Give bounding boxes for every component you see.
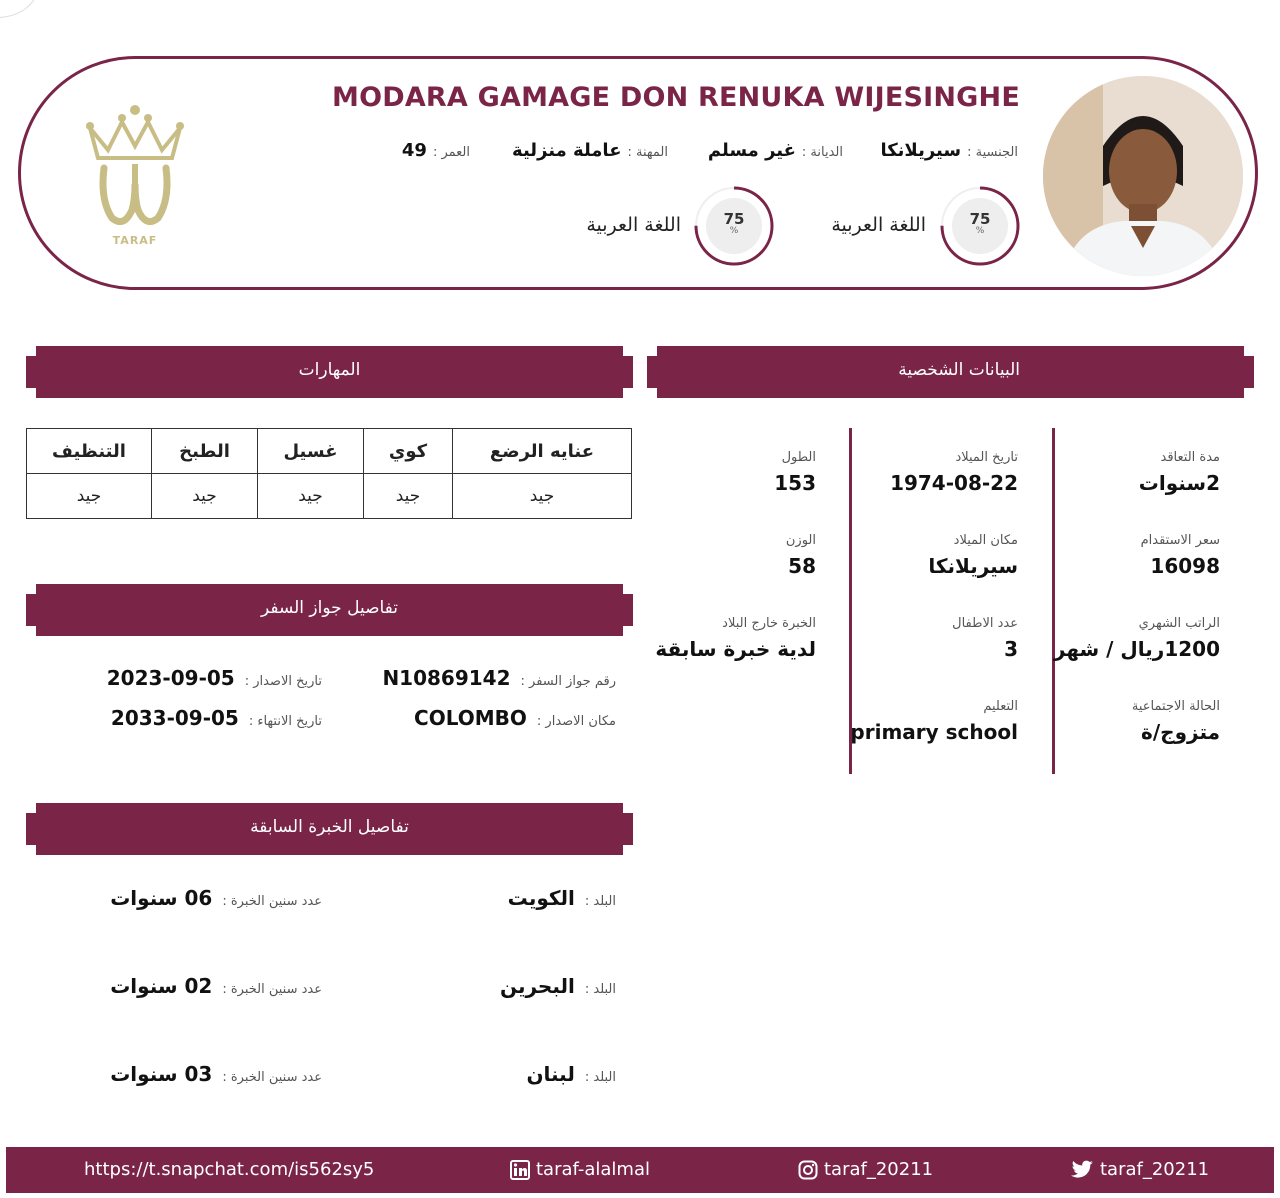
issue-place-value: COLOMBO [414,706,527,730]
gauge-unit: % [975,226,985,236]
instagram-link[interactable] [798,1159,933,1180]
education-field [850,699,1018,744]
experience-years-3 [110,1062,322,1086]
passport-number-value: N10869142 [382,666,511,690]
abroad-field [655,616,816,661]
gauge-unit: % [729,226,739,236]
price-label: سعر الاستقدام [1140,533,1220,548]
skill-value: جيد [364,474,453,519]
height-value: 153 [774,471,816,495]
marital-label: الحالة الاجتماعية [1131,699,1220,714]
religion-value: غير مسلم [707,140,796,161]
marital-field [1132,699,1220,744]
children-label: عدد الاطفال [952,616,1018,631]
experience-years-2 [110,974,322,998]
years-label: عدد سنين الخبرة : [222,1070,322,1085]
twitter-icon [1070,1160,1094,1180]
experience-country-3 [526,1062,616,1086]
religion-info [708,140,843,164]
education-value: primary school [850,720,1018,744]
footer-bar [6,1147,1274,1193]
religion-label: الديانة : [801,145,843,160]
years-value: 06 سنوات [110,886,213,910]
experience-section-ribbon [26,803,633,855]
skill-header: الطبخ [152,429,258,474]
skill-header: كوي [364,429,453,474]
salary-value: 1200ريال / شهر [1053,637,1220,661]
country-label: البلد : [584,982,616,997]
issue-place-label: مكان الاصدار : [536,714,616,729]
issue-date-label: تاريخ الاصدار : [244,674,322,689]
years-label: عدد سنين الخبرة : [222,894,322,909]
gauge-center [706,198,762,254]
instagram-icon [798,1160,818,1180]
salary-label: الراتب الشهري [1138,616,1220,631]
twitter-link[interactable] [1070,1159,1209,1180]
years-value: 02 سنوات [110,974,213,998]
skill-value: جيد [453,474,632,519]
passport-number-pair [382,666,616,690]
instagram-handle[interactable]: taraf_20211 [824,1159,934,1180]
experience-section-title: تفاصيل الخبرة السابقة [250,817,409,837]
personal-section-ribbon [647,346,1254,398]
years-value: 03 سنوات [110,1062,213,1086]
taraf-logo [82,100,188,250]
salary-field [1054,616,1220,661]
skill-header: غسيل [258,429,364,474]
issue-place-pair [414,706,616,730]
children-field [952,616,1018,661]
profession-info [512,140,668,164]
skills-header-row [27,429,632,474]
column-divider [1052,428,1055,774]
worker-name: MODARA GAMAGE DON RENUKA WIJESINGHE [332,82,1020,113]
skills-table [26,428,632,519]
personal-section-title: البيانات الشخصية [898,360,1020,380]
abroad-label: الخبرة خارج البلاد [722,616,816,631]
contract-label: مدة التعاقد [1160,450,1220,465]
price-field [1141,533,1220,578]
skill-value: جيد [152,474,258,519]
price-value: 16098 [1150,554,1220,578]
logo-text: TARAF [112,234,158,247]
education-label: التعليم [983,699,1018,714]
experience-country-2 [500,974,616,998]
skills-values-row [27,474,632,519]
expiry-value: 2033-09-05 [110,706,239,730]
weight-field [786,533,816,578]
snapchat-link[interactable] [84,1159,374,1180]
profile-photo [1043,76,1243,276]
gauge-percent: 75 [969,210,991,228]
expiry-label: تاريخ الانتهاء : [248,714,322,729]
country-value: لبنان [526,1062,575,1086]
weight-value: 58 [788,554,816,578]
language-label-1: اللغة العربية [831,214,926,236]
country-value: البحرين [499,974,575,998]
age-label: العمر : [432,145,470,160]
linkedin-handle[interactable]: taraf-alalmal [536,1159,650,1180]
linkedin-icon [510,1160,530,1180]
snapchat-url[interactable]: https://t.snapchat.com/is562sy5 [84,1159,375,1180]
nationality-value: سيريلانكا [880,140,962,161]
crown-logo-icon [82,100,188,232]
language-label-2: اللغة العربية [586,214,681,236]
height-field [774,450,816,495]
profession-label: المهنة : [627,145,668,160]
contract-field [1139,450,1220,495]
skill-value: جيد [258,474,364,519]
country-label: البلد : [584,1070,616,1085]
birthplace-value: سيريلانكا [928,554,1018,578]
birthdate-label: تاريخ الميلاد [955,450,1018,465]
gauge-percent: 75 [723,210,745,228]
twitter-handle[interactable]: taraf_20211 [1100,1159,1210,1180]
nationality-info [880,140,1018,164]
birthplace-field [928,533,1018,578]
passport-number-label: رقم جواز السفر : [520,674,616,689]
weight-label: الوزن [785,533,816,548]
experience-years-1 [110,886,322,910]
birthdate-field [890,450,1018,495]
marital-value: متزوج/ة [1141,720,1220,744]
gauge-center [952,198,1008,254]
abroad-value: لدية خبرة سابقة [655,637,816,661]
linkedin-link[interactable] [510,1159,650,1180]
years-label: عدد سنين الخبرة : [222,982,322,997]
person-photo-illustration [1043,76,1243,276]
height-label: الطول [781,450,816,465]
profession-value: عاملة منزلية [512,140,622,161]
skill-header: عنايه الرضع [453,429,632,474]
skills-section-ribbon [26,346,633,398]
age-value: 49 [401,140,427,161]
birthdate-value: 1974-08-22 [890,471,1018,495]
passport-section-title: تفاصيل جواز السفر [260,598,399,618]
contract-value: 2سنوات [1138,471,1220,495]
language-gauge-1 [940,186,1020,266]
nationality-label: الجنسية : [967,145,1018,160]
skill-value: جيد [27,474,152,519]
children-value: 3 [1004,637,1018,661]
issue-date-value: 2023-09-05 [106,666,235,690]
experience-country-1 [508,886,616,910]
country-value: الكويت [507,886,575,910]
skills-section-title: المهارات [298,360,361,380]
age-info [402,140,470,164]
country-label: البلد : [584,894,616,909]
corner-decoration [0,0,38,18]
expiry-pair [111,706,322,730]
birthplace-label: مكان الميلاد [953,533,1018,548]
passport-section-ribbon [26,584,633,636]
skill-header: التنظيف [27,429,152,474]
language-gauge-2 [694,186,774,266]
issue-date-pair [107,666,322,690]
